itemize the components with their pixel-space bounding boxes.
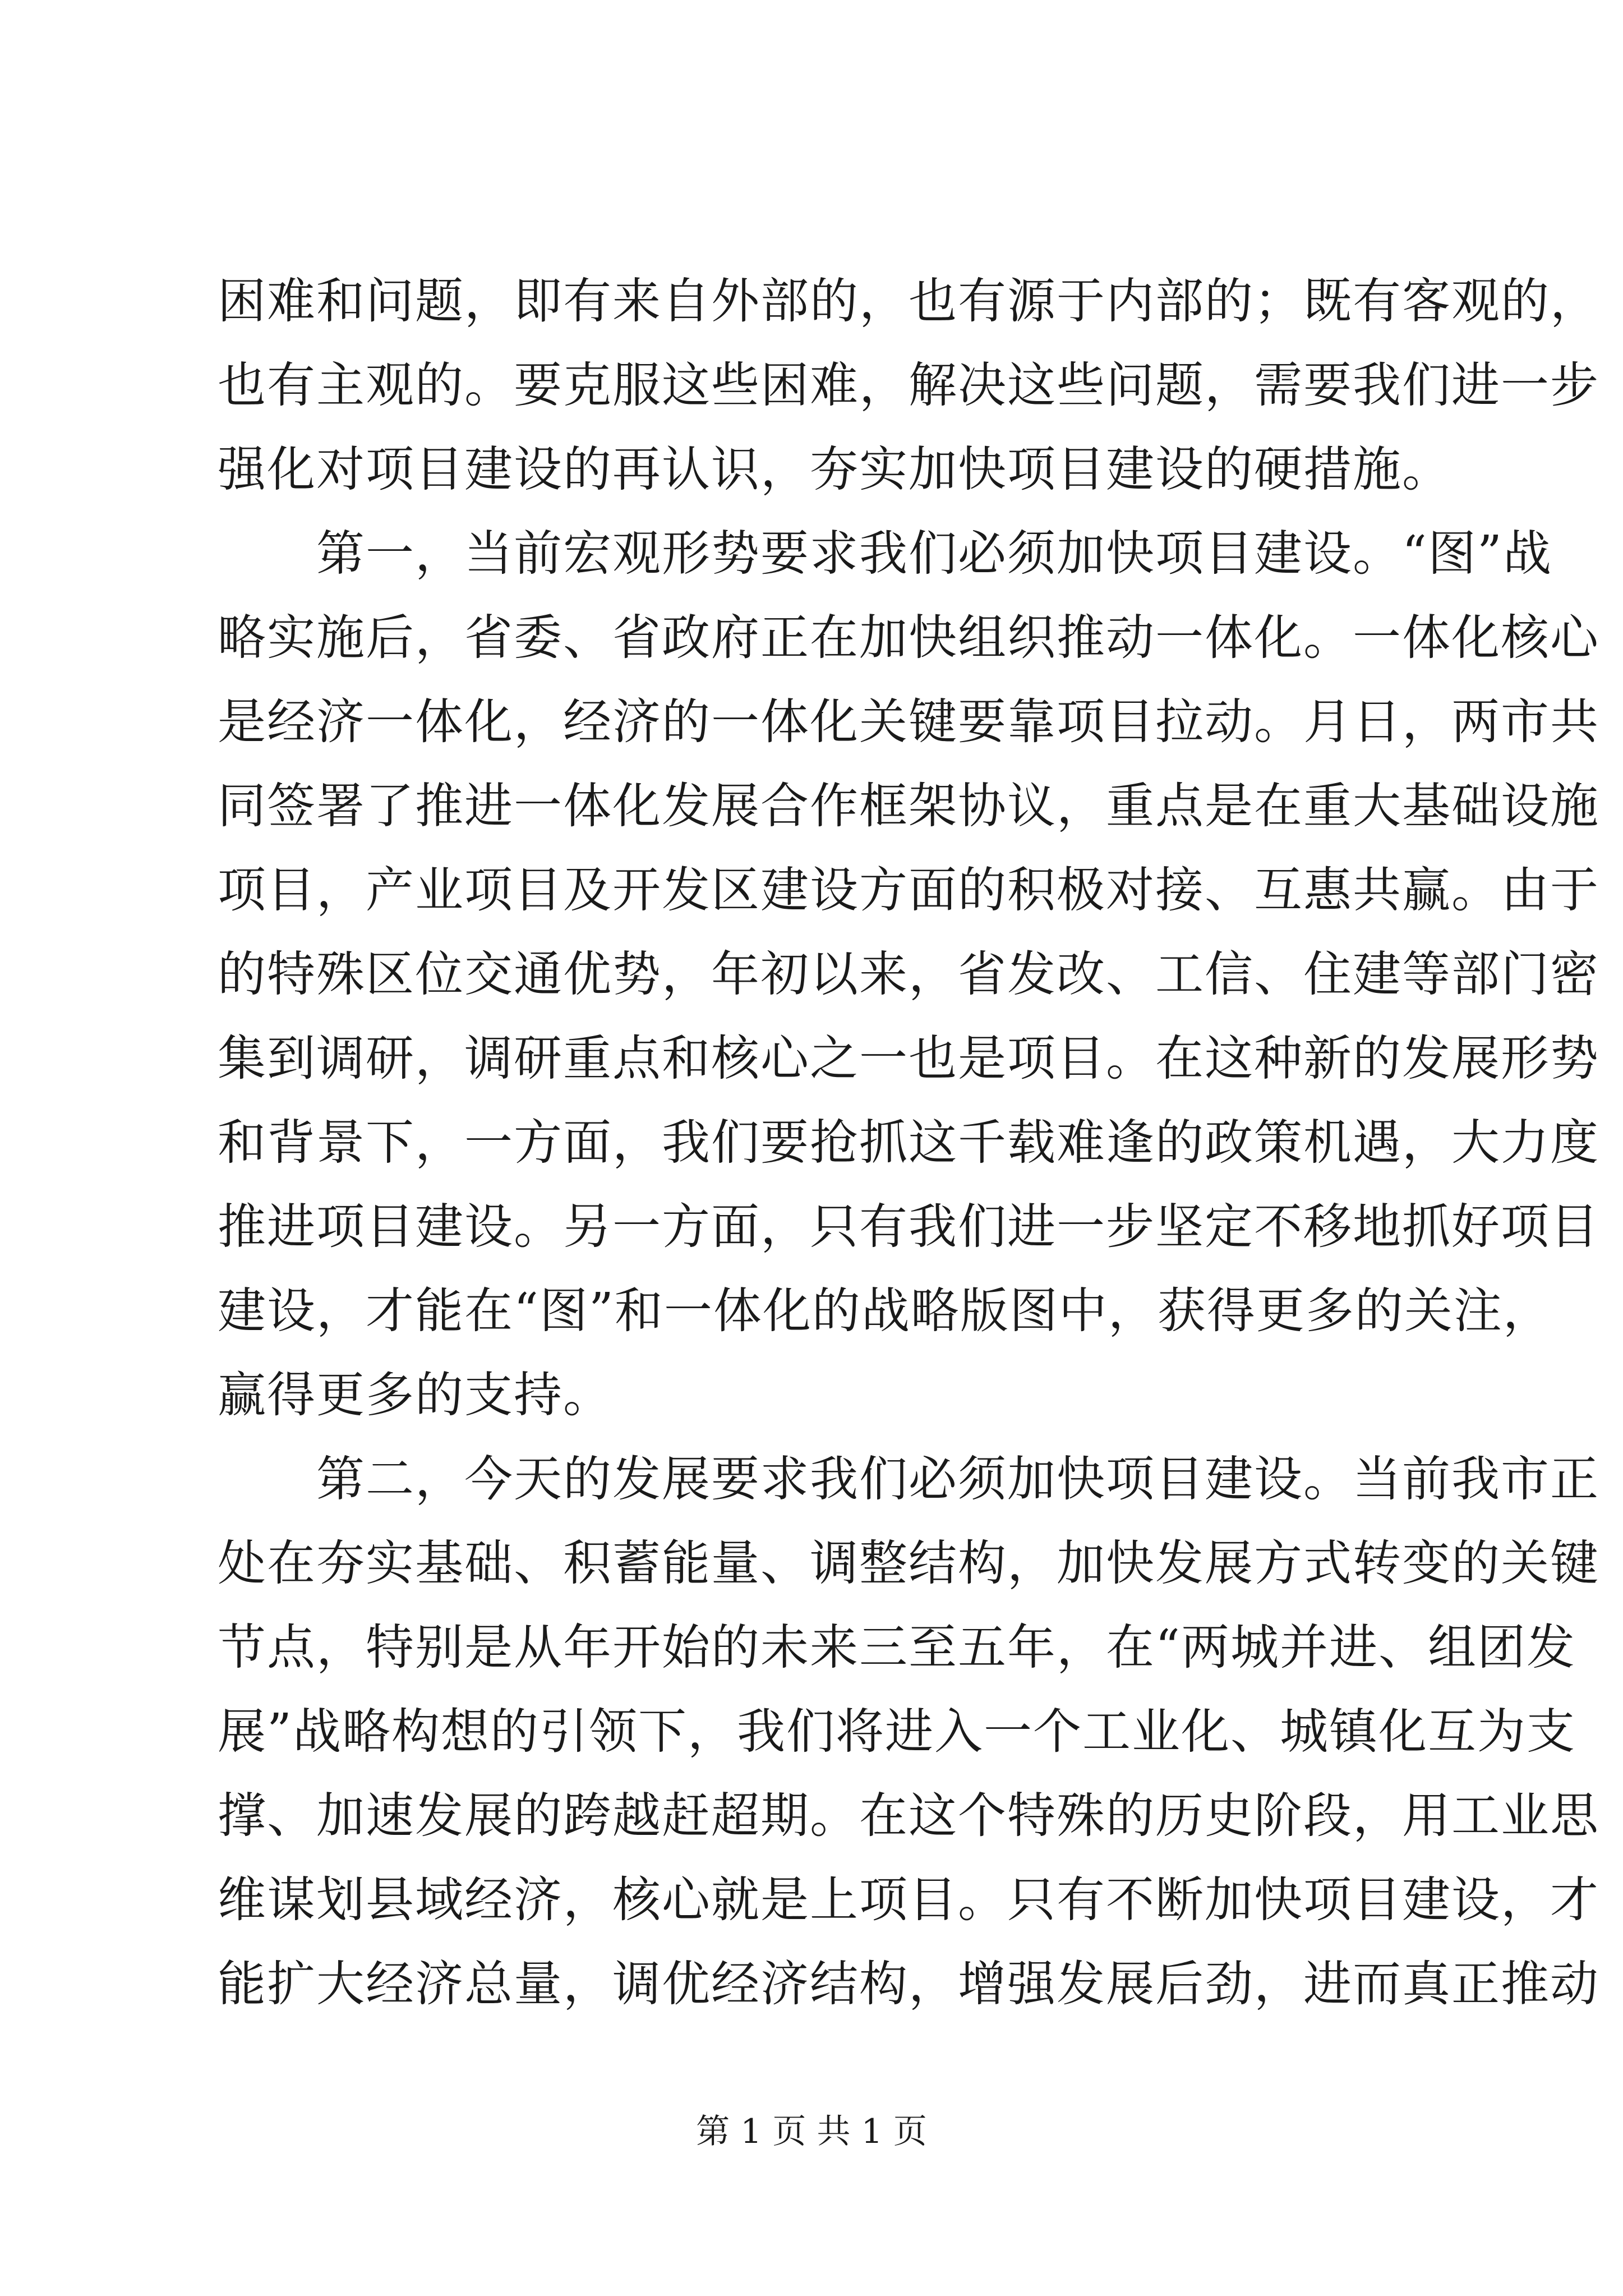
page-number-label: 第 1 页 共 1 页 bbox=[696, 2112, 927, 2151]
paragraph-end-line: 赢得更多的支持。 bbox=[218, 1367, 612, 1423]
text-line: 和背景下，一方面，我们要抢抓这千载难逢的政策机遇，大力度 bbox=[218, 1115, 1599, 1171]
paragraph-first-line: 第二，今天的发展要求我们必须加快项目建设。当前我市正 bbox=[316, 1451, 1599, 1507]
paragraph-first-line: 第一，当前宏观形势要求我们必须加快项目建设。“图”战 bbox=[316, 526, 1552, 582]
text-line: 能扩大经济总量，调优经济结构，增强发展后劲，进而真正推动 bbox=[218, 1956, 1599, 2012]
text-line: 节点，特别是从年开始的未来三至五年，在“两城并进、组团发 bbox=[218, 1619, 1576, 1676]
text-line: 集到调研，调研重点和核心之一也是项目。在这种新的发展形势 bbox=[218, 1030, 1599, 1087]
text-line: 是经济一体化，经济的一体化关键要靠项目拉动。月日，两市共 bbox=[218, 694, 1599, 750]
paragraph-end-line: 强化对项目建设的再认识，夯实加快项目建设的硬措施。 bbox=[218, 441, 1451, 498]
text-line: 撑、加速发展的跨越赶超期。在这个特殊的历史阶段，用工业思 bbox=[218, 1788, 1599, 1844]
text-line: 推进项目建设。另一方面，只有我们进一步坚定不移地抓好项目 bbox=[218, 1199, 1599, 1255]
text-line: 的特殊区位交通优势，年初以来，省发改、工信、住建等部门密 bbox=[218, 946, 1599, 1002]
text-line: 建设，才能在“图”和一体化的战略版图中，获得更多的关注， bbox=[218, 1283, 1552, 1339]
document-body bbox=[218, 259, 1599, 2026]
text-line: 略实施后，省委、省政府正在加快组织推动一体化。一体化核心 bbox=[218, 610, 1599, 666]
page-footer bbox=[0, 2109, 1623, 2154]
text-line: 困难和问题，即有来自外部的，也有源于内部的；既有客观的， bbox=[218, 273, 1599, 329]
text-line: 项目，产业项目及开发区建设方面的积极对接、互惠共赢。由于 bbox=[218, 862, 1599, 918]
text-line: 展”战略构想的引领下，我们将进入一个工业化、城镇化互为支 bbox=[218, 1704, 1576, 1760]
text-line: 同签署了推进一体化发展合作框架协议，重点是在重大基础设施 bbox=[218, 778, 1599, 834]
text-line: 也有主观的。要克服这些困难，解决这些问题，需要我们进一步 bbox=[218, 357, 1599, 413]
text-line: 处在夯实基础、积蓄能量、调整结构，加快发展方式转变的关键 bbox=[218, 1535, 1599, 1591]
text-line: 维谋划县域经济，核心就是上项目。只有不断加快项目建设，才 bbox=[218, 1872, 1599, 1928]
